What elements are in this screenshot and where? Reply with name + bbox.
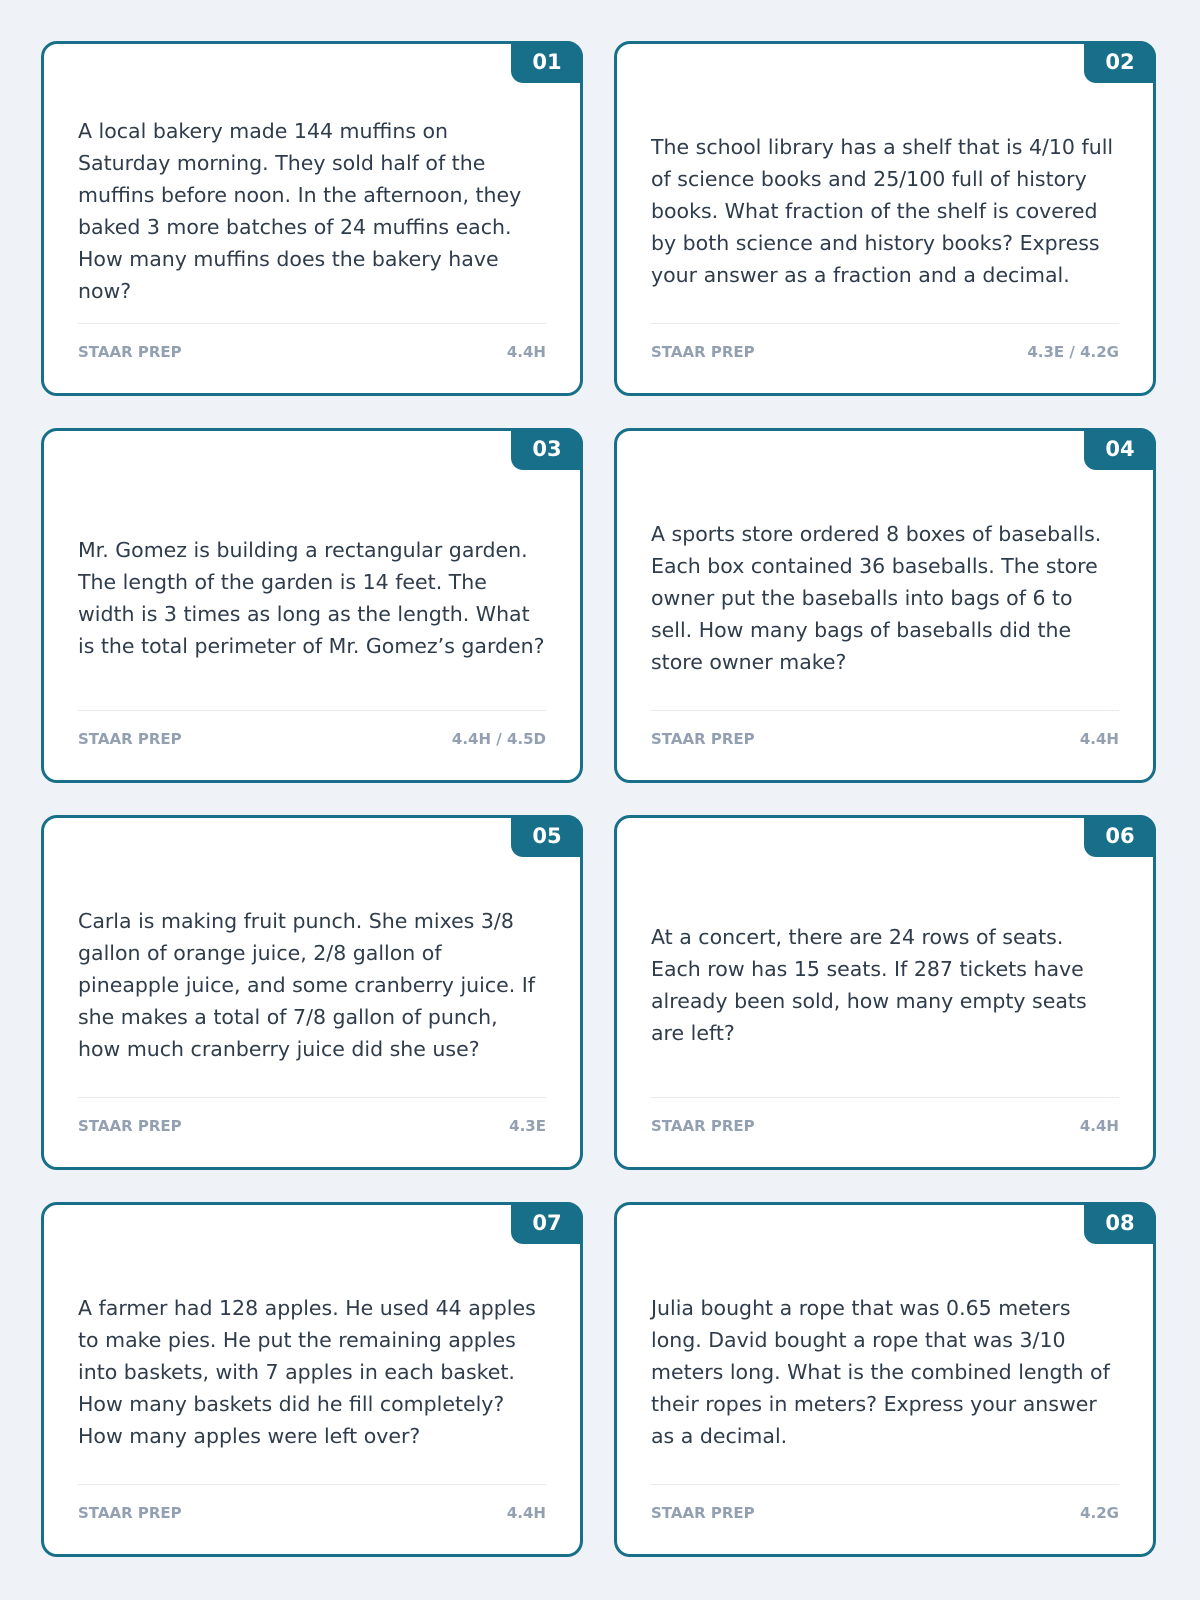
standard-code: 4.4H [506,1504,546,1522]
card-body [78,1259,546,1484]
card-divider [78,323,546,324]
task-card [41,41,583,396]
standard-code: 4.4H [1079,730,1119,748]
card-divider [651,710,1119,711]
card-number-badge: 07 [511,1202,583,1244]
card-body [78,98,546,323]
card-divider [651,1484,1119,1485]
task-card [41,1202,583,1557]
staar-prep-label: STAAR PREP [651,1504,755,1522]
card-number-badge: 05 [511,815,583,857]
card-body [651,98,1119,323]
card-number-badge: 06 [1084,815,1156,857]
staar-prep-label: STAAR PREP [651,730,755,748]
question-text: A farmer had 128 apples. He used 44 apples to make pies. He put the remaining apples into baskets, with 7 apples in each basket. How many baskets did he fill completely? How many apples were left over? [78,1295,536,1448]
task-card [614,815,1156,1170]
question-text: A sports store ordered 8 boxes of baseballs. Each box contained 36 baseballs. The store owner put the baseballs into bags of 6 to sell. How many bags of baseballs did the store owner make? [651,521,1102,674]
standard-code: 4.3E / 4.2G [1027,343,1119,361]
question-text: A local bakery made 144 muffins on Saturday morning. They sold half of the muffins before noon. In the afternoon, they baked 3 more batches of 24 muffins each. How many muffins does the bakery have now? [78,118,522,303]
card-divider [651,1097,1119,1098]
task-card [614,1202,1156,1557]
card-number-badge: 04 [1084,428,1156,470]
question-text: Carla is making fruit punch. She mixes 3/8 gallon of orange juice, 2/8 gallon of pineapple juice, and some cranberry juice. If she makes a total of 7/8 gallon of punch, how much cranberry juice did she use? [78,908,536,1061]
card-footer [651,340,1119,364]
standard-code: 4.2G [1080,1504,1119,1522]
staar-prep-label: STAAR PREP [651,1117,755,1135]
card-number-badge: 03 [511,428,583,470]
card-footer [651,1114,1119,1138]
card-number-badge: 01 [511,41,583,83]
card-body [78,872,546,1097]
card-footer [78,1501,546,1525]
card-body [651,872,1119,1097]
card-number-badge: 02 [1084,41,1156,83]
card-divider [78,1484,546,1485]
card-body [651,485,1119,710]
staar-prep-label: STAAR PREP [78,1504,182,1522]
staar-prep-label: STAAR PREP [78,730,182,748]
staar-prep-label: STAAR PREP [78,343,182,361]
task-card [614,428,1156,783]
standard-code: 4.3E [509,1117,546,1135]
task-card [41,428,583,783]
card-divider [651,323,1119,324]
question-text: Julia bought a rope that was 0.65 meters long. David bought a rope that was 3/10 meters long. What is the combined length of their ropes in meters? Express your answer as a decimal. [651,1295,1110,1448]
question-text: Mr. Gomez is building a rectangular garden. The length of the garden is 14 feet. The width is 3 times as long as the length. What is the total perimeter of Mr. Gomez’s garden? [78,537,545,658]
card-divider [78,1097,546,1098]
question-text: The school library has a shelf that is 4/10 full of science books and 25/100 full of history books. What fraction of the shelf is covered by both science and history books? Express your answer as a fraction and a decimal. [651,134,1114,287]
card-divider [78,710,546,711]
standard-code: 4.4H [1079,1117,1119,1135]
card-footer [78,340,546,364]
staar-prep-label: STAAR PREP [651,343,755,361]
standard-code: 4.4H / 4.5D [451,730,546,748]
card-body [78,485,546,710]
card-footer [78,727,546,751]
task-card [41,815,583,1170]
card-footer [651,1501,1119,1525]
task-card [614,41,1156,396]
card-footer [78,1114,546,1138]
staar-prep-label: STAAR PREP [78,1117,182,1135]
card-number-badge: 08 [1084,1202,1156,1244]
card-body [651,1259,1119,1484]
question-text: At a concert, there are 24 rows of seats. Each row has 15 seats. If 287 tickets have already been sold, how many empty seats are left? [651,924,1087,1045]
standard-code: 4.4H [506,343,546,361]
card-footer [651,727,1119,751]
